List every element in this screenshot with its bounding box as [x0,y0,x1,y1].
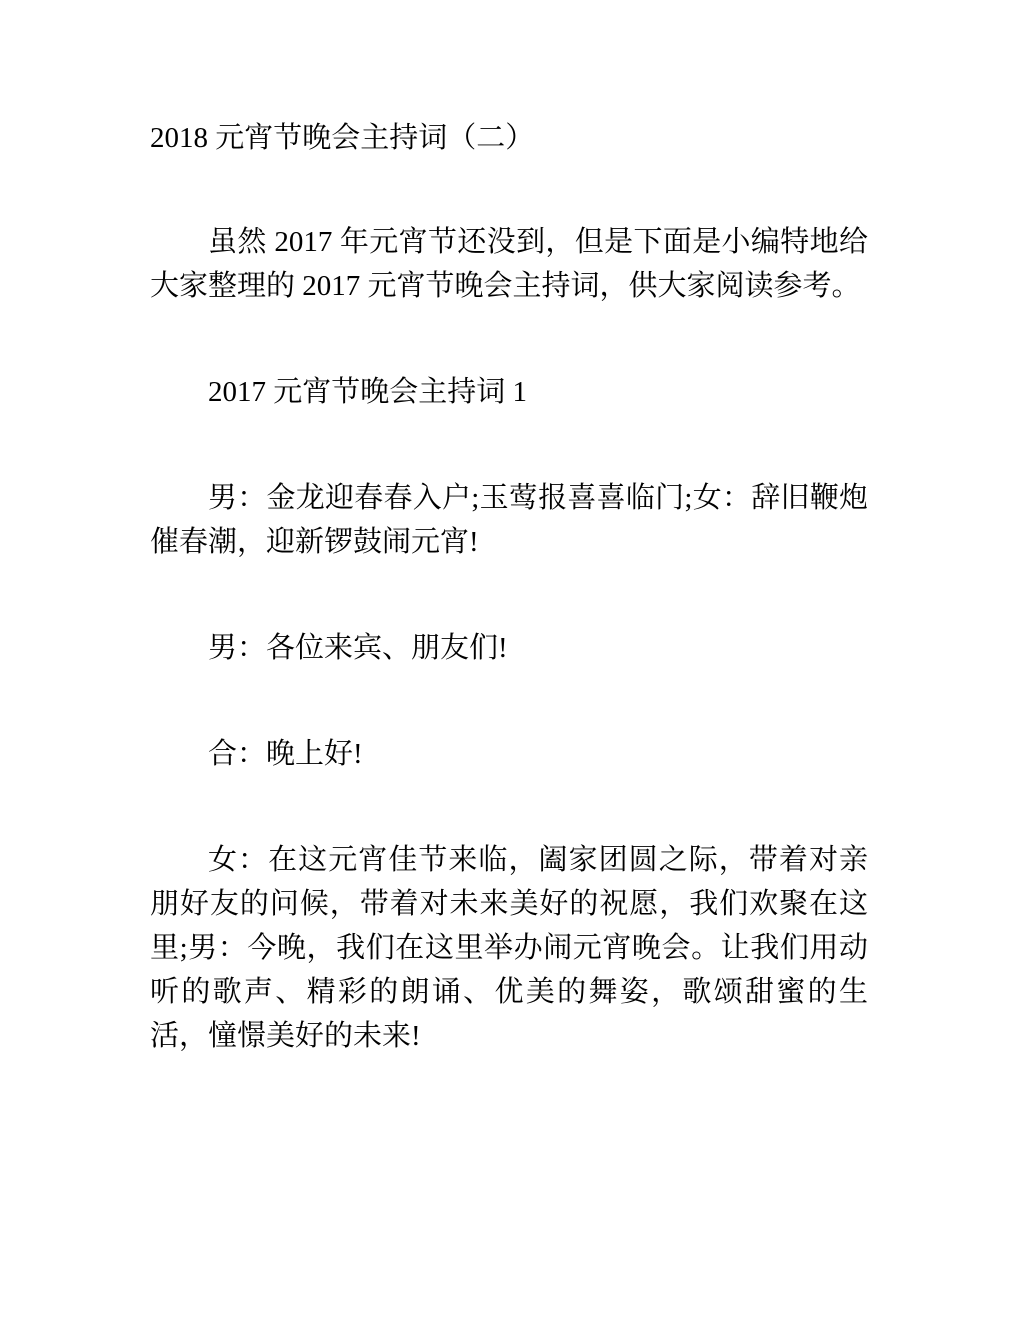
intro-paragraph: 虽然 2017 年元宵节还没到，但是下面是小编特地给大家整理的 2017 元宵节晚会主持词，供大家阅读参考。 [150,226,868,302]
script-line-opening-couplet: 男：金龙迎春春入户;玉莺报喜喜临门;女：辞旧鞭炮催春潮，迎新锣鼓闹元宵! [150,482,868,558]
script-line-together-greeting: 合：晚上好! [208,738,363,770]
script-line-male-greeting: 男：各位来宾、朋友们! [208,632,508,664]
document-title: 2018 元宵节晚会主持词（二） [150,122,535,154]
section-heading: 2017 元宵节晚会主持词 1 [208,376,528,408]
script-line-female-male-welcome: 女：在这元宵佳节来临，阖家团圆之际，带着对亲朋好友的问候，带着对未来美好的祝愿，我们欢聚在这里;男：今晚，我们在这里举办闹元宵晚会。让我们用动听的歌声、精彩的朗诵、优美的舞姿，歌颂甜蜜的生活，憧憬美好的未来! [150,844,868,1052]
